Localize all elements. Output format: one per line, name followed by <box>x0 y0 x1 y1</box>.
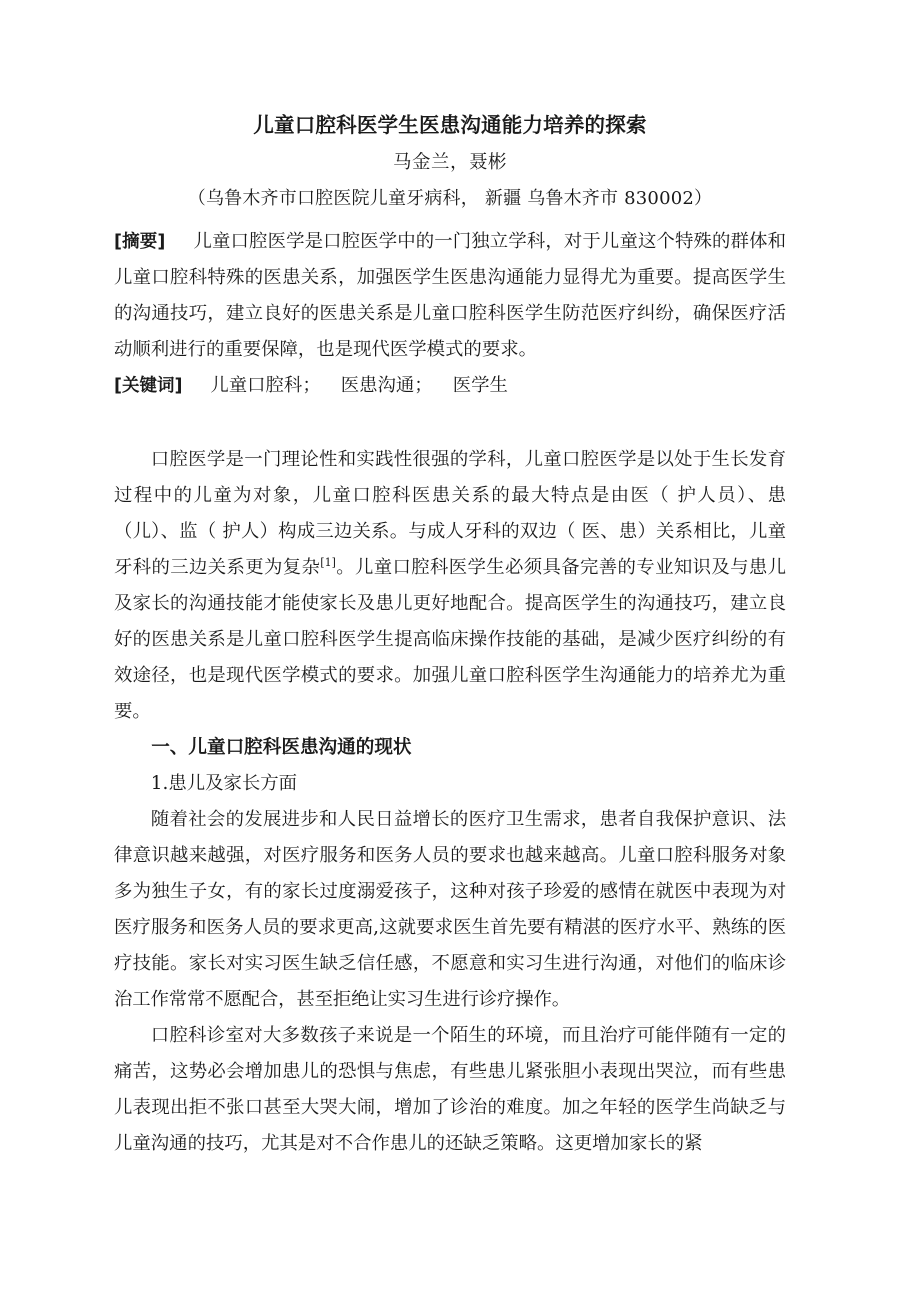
keyword-item: 儿童口腔科； <box>210 375 321 396</box>
paragraph-patients-1: 随着社会的发展进步和人民日益增长的医疗卫生需求，患者自我保护意识、法律意识越来越强，对医疗服务和医务人员的要求也越来越高。儿童口腔科服务对象多为独生子女，有的家长过度溺爱孩子，这种对孩子珍爱的感情在就医中表现为对医疗服务和医务人员的要求更高,这就要求医生首先要有精湛的医疗水平、熟练的医疗技能。家长对实习医生缺乏信任感，不愿意和实习生进行沟通，对他们的临床诊治工作常常不愿配合，甚至拒绝让实习生进行诊疗操作。 <box>114 809 786 1010</box>
keywords-label: [关键词] <box>114 376 183 396</box>
abstract-paragraph <box>114 224 786 368</box>
intro-text-part-2: 。儿童口腔科医学生必须具备完善的专业知识及与患儿及家长的沟通技能才能使家长及患儿更好地配合。提高医学生的沟通技巧，建立良好的医患关系是儿童口腔科医学生提高临床操作技能的基础，是减少医疗纠纷的有效途径，也是现代医学模式的要求。加强儿童口腔科医学生沟通能力的培养尤为重要。 <box>114 557 786 722</box>
paragraph-patients-2: 口腔科诊室对大多数孩子来说是一个陌生的环境，而且治疗可能伴随有一定的痛苦，这势必会增加患儿的恐惧与焦虑，有些患儿紧张胆小表现出哭泣，而有些患儿表现出拒不张口甚至大哭大闹，增加了诊治的难度。加之年轻的医学生尚缺乏与儿童沟通的技巧，尤其是对不合作患儿的还缺乏策略。这更增加家长的紧 <box>114 1025 786 1154</box>
author-list: 马金兰，聂彬 <box>392 152 507 173</box>
intro-paragraph <box>114 442 786 730</box>
subheading-patients-and-parents: 1.患儿及家长方面 <box>150 773 298 794</box>
citation-reference: [1] <box>320 555 336 569</box>
intro-text-part-1: 口腔医学是一门理论性和实践性很强的学科，儿童口腔医学是以处于生长发育过程中的儿童为对象，儿童口腔科医患关系的最大特点是由医（ 护人员）、患（儿）、监（ 护人）构成三边关系。与成人牙科的双边（ 医、患）关系相比，儿童牙科的三边关系更为复杂 <box>114 449 786 578</box>
page-title: 儿童口腔科医学生医患沟通能力培养的探索 <box>253 113 647 137</box>
section-heading-current-status: 一、儿童口腔科医患沟通的现状 <box>151 737 412 758</box>
affiliation-line: （乌鲁木齐市口腔医院儿童牙病科， 新疆 乌鲁木齐市 830002） <box>187 188 713 209</box>
abstract-block <box>114 224 786 404</box>
abstract-text: 儿童口腔医学是口腔医学中的一门独立学科，对于儿童这个特殊的群体和儿童口腔科特殊的医患关系，加强医学生医患沟通能力显得尤为重要。提高医学生的沟通技巧，建立良好的医患关系是儿童口腔科医学生防范医疗纠纷，确保医疗活动顺利进行的重要保障，也是现代医学模式的要求。 <box>114 231 786 360</box>
keyword-item: 医学生 <box>452 375 508 396</box>
abstract-label: [摘要] <box>114 232 166 252</box>
keyword-item: 医患沟通； <box>340 375 433 396</box>
keywords-line <box>114 368 786 404</box>
page-content <box>114 0 786 1162</box>
body-block <box>114 442 786 1162</box>
